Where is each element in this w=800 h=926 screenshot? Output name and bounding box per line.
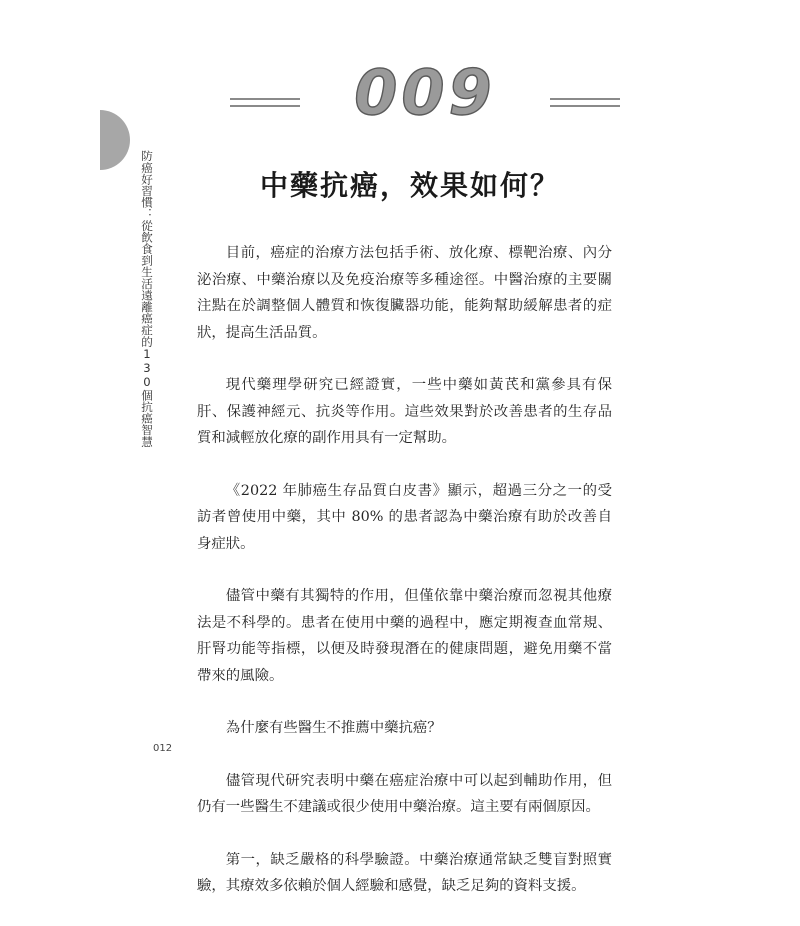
side-tab-marker bbox=[100, 110, 130, 170]
chapter-number-graphic bbox=[230, 56, 620, 129]
paragraph: 《2022 年肺癌生存品質白皮書》顯示，超過三分之一的受訪者曾使用中藥，其中 80% 的患者認為中藥治療有助於改善自身症狀。 bbox=[197, 482, 612, 552]
page-number: 012 bbox=[153, 743, 173, 754]
chapter-number-header bbox=[230, 56, 620, 129]
article-body bbox=[197, 240, 612, 926]
section-question: 為什麼有些醫生不推薦中藥抗癌？ bbox=[225, 720, 442, 736]
paragraph: 目前，癌症的治療方法包括手術、放化療、標靶治療、內分泌治療、中藥治療以及免疫治療等多種途徑。中醫治療的主要關注點在於調整個人體質和恢復臟器功能，能夠幫助緩解患者的症狀，提高生活品質。 bbox=[197, 245, 612, 341]
paragraph: 現代藥理學研究已經證實，一些中藥如黃芪和黨參具有保肝、保護神經元、抗炎等作用。這些效果對於改善患者的生存品質和減輕放化療的副作用具有一定幫助。 bbox=[197, 377, 612, 446]
paragraph: 第一，缺乏嚴格的科學驗證。中藥治療通常缺乏雙盲對照實驗，其療效多依賴於個人經驗和感覺，缺乏足夠的資料支援。 bbox=[197, 851, 612, 894]
article-title: 中藥抗癌，效果如何？ bbox=[259, 169, 560, 202]
book-title-vertical: 防癌好習慣：從飲食到生活遠離癌症的130個抗癌智慧 bbox=[140, 150, 154, 448]
paragraph: 儘管現代研究表明中藥在癌症治療中可以起到輔助作用，但仍有一些醫生不建議或很少使用中藥治療。這主要有兩個原因。 bbox=[197, 772, 612, 815]
chapter-number: 009 bbox=[354, 56, 496, 129]
paragraph: 儘管中藥有其獨特的作用，但僅依靠中藥治療而忽視其他療法是不科學的。患者在使用中藥的過程中，應定期複查血常規、肝腎功能等指標，以便及時發現潛在的健康問題，避免用藥不當帶來的風險。 bbox=[197, 588, 612, 684]
